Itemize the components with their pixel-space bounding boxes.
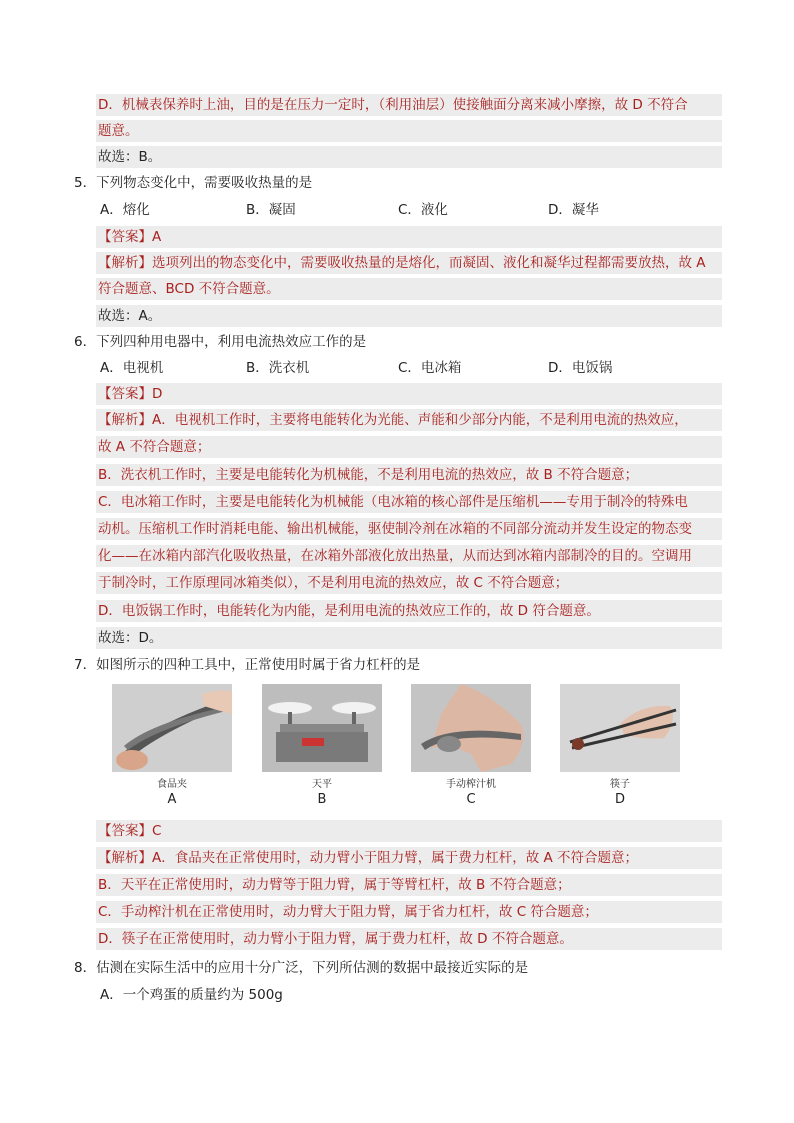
q5-option-c: C．液化 bbox=[398, 202, 448, 218]
q6-stem: 6．下列四种用电器中，利用电流热效应工作的是 bbox=[74, 334, 367, 350]
q7-caption-a: 食品夹 bbox=[157, 779, 187, 790]
q7-analysis-b1: B．天平在正常使用时，动力臂等于阻力臂，属于等臂杠杆，故 B 不符合题意； bbox=[96, 874, 722, 896]
q5-answer: A bbox=[152, 229, 162, 245]
q8-stem: 8．估测在实际生活中的应用十分广泛，下列所估测的数据中最接近实际的是 bbox=[74, 960, 529, 976]
chopsticks-icon bbox=[560, 684, 680, 772]
q5-answer-tag: 【答案】 bbox=[98, 229, 152, 245]
q5-option-a: A．熔化 bbox=[100, 202, 150, 218]
prev-analysis-d-line1: D．机械表保养时上油，目的是在压力一定时，（利用油层）使接触面分离来减小摩擦，故 D 不符合 bbox=[96, 94, 722, 116]
q7-analysis-c1: C．手动榨汁机在正常使用时，动力臂大于阻力臂，属于省力杠杆，故 C 符合题意； bbox=[96, 901, 722, 923]
q7-letter-a: A bbox=[167, 792, 177, 807]
q7-analysis-a1 bbox=[96, 847, 722, 869]
q6-option-a: A．电视机 bbox=[100, 360, 164, 376]
q6-option-d: D．电饭锅 bbox=[548, 360, 613, 376]
juicer-image bbox=[411, 684, 531, 772]
balance-scale-icon bbox=[262, 684, 382, 772]
q6-option-c: C．电冰箱 bbox=[398, 360, 462, 376]
chopsticks-image bbox=[560, 684, 680, 772]
q5-option-d: D．凝华 bbox=[548, 202, 599, 218]
q7-letter-b: B bbox=[317, 792, 327, 807]
q6-analysis-b1: B．洗衣机工作时，主要是电能转化为机械能，不是利用电流的热效应，故 B 不符合题意； bbox=[96, 464, 722, 486]
prev-analysis-d-line2: 题意。 bbox=[96, 120, 722, 142]
q7-analysis-d1: D．筷子在正常使用时，动力臂小于阻力臂，属于费力杠杆，故 D 不符合题意。 bbox=[96, 928, 722, 950]
q5-analysis-line2: 符合题意、BCD 不符合题意。 bbox=[96, 278, 722, 300]
q7-answer: C bbox=[152, 823, 162, 839]
q7-caption-c: 手动榨汁机 bbox=[446, 779, 496, 790]
q6-analysis-a1 bbox=[96, 409, 722, 431]
q6-analysis-a2: 故 A 不符合题意； bbox=[96, 436, 722, 458]
q6-answer: D bbox=[152, 386, 163, 402]
q5-choose: 故选：A。 bbox=[96, 305, 722, 327]
q7-caption-d: 筷子 bbox=[610, 779, 630, 790]
q5-answer-line bbox=[96, 226, 722, 248]
q6-analysis-c4: 于制冷时，工作原理同冰箱类似），不是利用电流的热效应，故 C 不符合题意； bbox=[96, 572, 722, 594]
q7-stem: 7．如图所示的四种工具中，正常使用时属于省力杠杆的是 bbox=[74, 657, 421, 673]
q5-analysis-line1 bbox=[96, 252, 722, 274]
prev-choose: 故选：B。 bbox=[96, 146, 722, 168]
q6-options bbox=[100, 357, 700, 379]
q6-option-b: B．洗衣机 bbox=[246, 360, 310, 376]
q7-analysis-a1-text: A．食品夹在正常使用时，动力臂小于阻力臂，属于费力杠杆，故 A 不符合题意； bbox=[152, 850, 639, 866]
q5-analysis-text1: 选项列出的物态变化中，需要吸收热量的是熔化，而凝固、液化和凝华过程都需要放热，故 A bbox=[152, 255, 706, 271]
food-tongs-image bbox=[112, 684, 232, 772]
q6-choose: 故选：D。 bbox=[96, 627, 722, 649]
q6-analysis-c2: 动机。压缩机工作时消耗电能、输出机械能，驱使制冷剂在冰箱的不同部分流动并发生设定的物态变 bbox=[96, 518, 722, 540]
q7-caption-b: 天平 bbox=[312, 779, 332, 790]
q6-analysis-d1: D．电饭锅工作时，电能转化为内能，是利用电流的热效应工作的，故 D 符合题意。 bbox=[96, 600, 722, 622]
q6-analysis-c1: C．电冰箱工作时，主要是电能转化为机械能（电冰箱的核心部件是压缩机——专用于制冷的特殊电 bbox=[96, 491, 722, 513]
q5-analysis-tag: 【解析】 bbox=[98, 255, 152, 271]
q5-option-b: B．凝固 bbox=[246, 202, 296, 218]
q8-option-a: A．一个鸡蛋的质量约为 500g bbox=[100, 987, 283, 1003]
q6-analysis-c3: 化——在冰箱内部汽化吸收热量，在冰箱外部液化放出热量，从而达到冰箱内部制冷的目的。空调用 bbox=[96, 545, 722, 567]
q7-analysis-tag: 【解析】 bbox=[98, 850, 152, 866]
q6-analysis-a1-text: A．电视机工作时，主要将电能转化为光能、声能和少部分内能，不是利用电流的热效应， bbox=[152, 412, 688, 428]
balance-image bbox=[262, 684, 382, 772]
q7-answer-tag: 【答案】 bbox=[98, 823, 152, 839]
q5-options bbox=[100, 199, 700, 221]
juicer-icon bbox=[411, 684, 531, 772]
q5-stem: 5．下列物态变化中，需要吸收热量的是 bbox=[74, 175, 313, 191]
q6-answer-tag: 【答案】 bbox=[98, 386, 152, 402]
food-tongs-icon bbox=[112, 684, 232, 772]
q7-letter-c: C bbox=[466, 792, 476, 807]
q7-letter-d: D bbox=[614, 792, 625, 807]
q6-answer-line bbox=[96, 383, 722, 405]
q6-analysis-tag: 【解析】 bbox=[98, 412, 152, 428]
q7-answer-line bbox=[96, 820, 722, 842]
